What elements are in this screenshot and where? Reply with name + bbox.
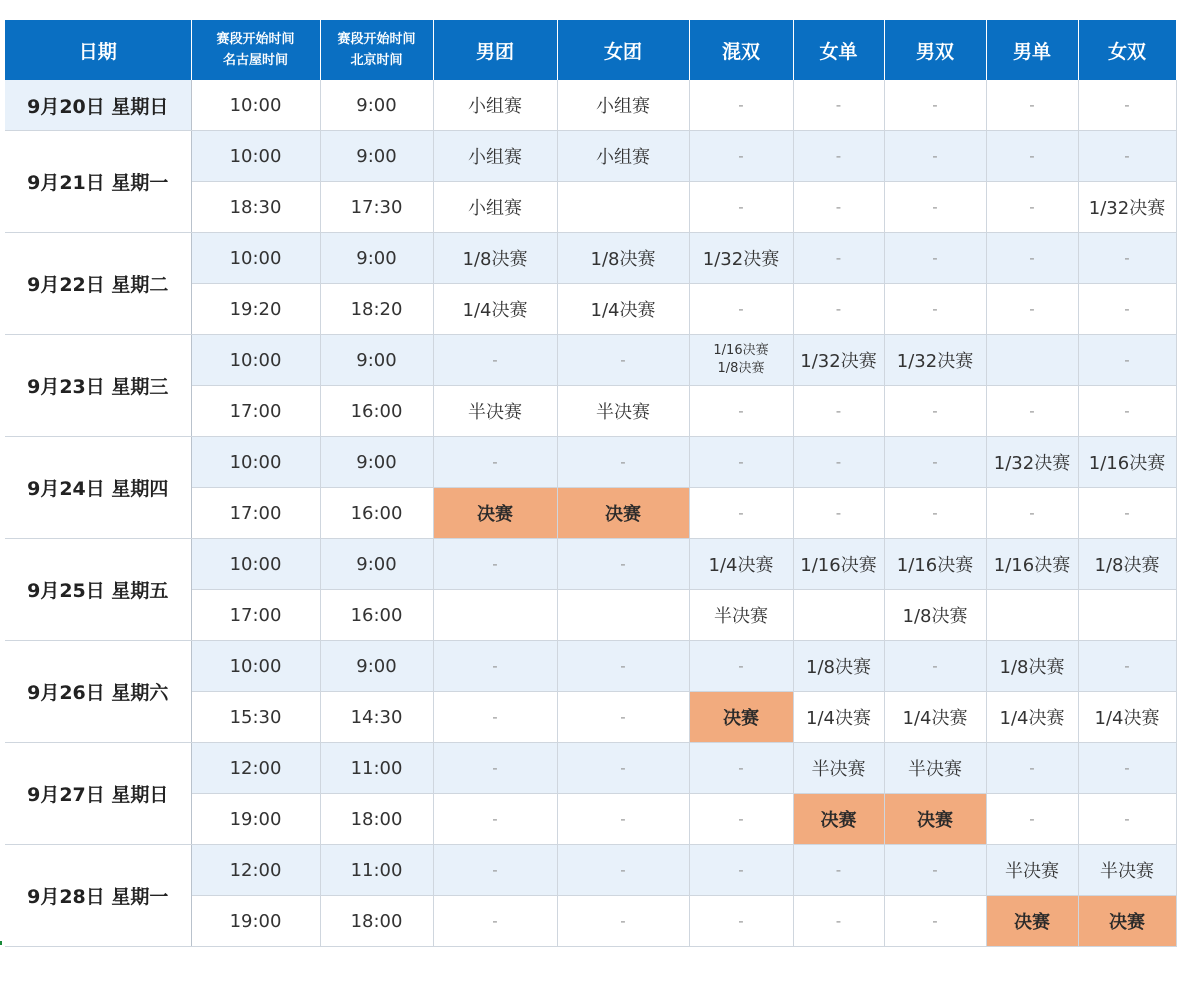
edge-marker [0,941,2,945]
event-cell: 决赛 [793,794,884,845]
event-cell: 1/4决赛 [557,284,689,335]
nagoya-time-cell: 10:00 [191,131,320,182]
beijing-time-cell: 9:00 [320,335,433,386]
event-cell: 小组赛 [433,80,557,131]
event-cell: 半决赛 [689,590,793,641]
date-cell: 9月23日 星期三 [5,335,191,437]
event-cell-line: 1/16决赛 [713,343,769,358]
event-cell: - [884,437,986,488]
event-cell: 1/32决赛 [884,335,986,386]
event-cell: - [1078,335,1176,386]
event-cell: - [689,845,793,896]
event-cell: - [557,896,689,947]
event-cell: - [986,743,1078,794]
event-cell: 1/4决赛 [433,284,557,335]
event-cell [433,590,557,641]
event-cell: - [557,794,689,845]
date-cell: 9月25日 星期五 [5,539,191,641]
beijing-time-cell: 9:00 [320,80,433,131]
table-row [5,80,1176,131]
event-cell: - [793,437,884,488]
event-cell: - [689,80,793,131]
date-cell: 9月22日 星期二 [5,233,191,335]
event-cell: - [793,131,884,182]
event-cell: - [1078,386,1176,437]
event-cell: - [793,386,884,437]
header-event-mens-doubles: 男双 [884,20,986,80]
beijing-time-cell: 9:00 [320,131,433,182]
event-cell: 1/8决赛 [433,233,557,284]
nagoya-time-cell: 10:00 [191,233,320,284]
event-cell: - [433,794,557,845]
event-cell: 半决赛 [1078,845,1176,896]
event-cell: - [1078,80,1176,131]
event-cell: - [557,335,689,386]
event-cell: - [689,182,793,233]
event-cell: 1/8决赛 [793,641,884,692]
event-cell: - [557,845,689,896]
event-cell: - [433,641,557,692]
event-cell: - [986,233,1078,284]
event-cell: - [689,284,793,335]
event-cell: - [689,437,793,488]
event-cell: 半决赛 [793,743,884,794]
event-cell: - [433,896,557,947]
table-header [5,20,1176,80]
table-body [5,80,1176,947]
event-cell: - [793,896,884,947]
event-cell: - [986,182,1078,233]
event-cell: - [986,80,1078,131]
event-cell: 1/4决赛 [986,692,1078,743]
event-cell: 1/16决赛 [884,539,986,590]
date-cell: 9月26日 星期六 [5,641,191,743]
event-cell: - [884,845,986,896]
nagoya-time-cell: 17:00 [191,590,320,641]
event-cell [986,335,1078,386]
schedule-table [5,20,1177,947]
header-event-mixed-doubles: 混双 [689,20,793,80]
beijing-time-cell: 17:30 [320,182,433,233]
beijing-time-cell: 9:00 [320,437,433,488]
header-date: 日期 [5,20,191,80]
event-cell: 决赛 [1078,896,1176,947]
beijing-time-cell: 11:00 [320,845,433,896]
header-nagoya-line2: 名古屋时间 [222,53,288,68]
event-cell: - [884,233,986,284]
event-cell: 1/4决赛 [689,539,793,590]
event-cell: - [557,437,689,488]
event-cell: - [986,131,1078,182]
beijing-time-cell: 16:00 [320,590,433,641]
beijing-time-cell: 16:00 [320,386,433,437]
event-cell: - [986,284,1078,335]
event-cell: 决赛 [884,794,986,845]
table-row [5,845,1176,896]
nagoya-time-cell: 10:00 [191,539,320,590]
header-nagoya-line1: 赛段开始时间 [216,32,295,47]
beijing-time-cell: 16:00 [320,488,433,539]
event-cell: - [557,539,689,590]
date-cell: 9月28日 星期一 [5,845,191,947]
nagoya-time-cell: 10:00 [191,437,320,488]
event-cell: - [433,539,557,590]
event-cell: - [986,386,1078,437]
nagoya-time-cell: 19:00 [191,896,320,947]
event-cell: - [557,692,689,743]
date-cell: 9月20日 星期日 [5,80,191,131]
event-cell: - [986,488,1078,539]
event-cell: - [884,284,986,335]
event-cell: 半决赛 [433,386,557,437]
date-cell: 9月24日 星期四 [5,437,191,539]
event-cell: - [557,641,689,692]
table-row [5,743,1176,794]
beijing-time-cell: 14:30 [320,692,433,743]
event-cell: 1/16决赛 [1078,437,1176,488]
event-cell: - [689,794,793,845]
event-cell: 1/8决赛 [557,233,689,284]
event-cell: - [793,233,884,284]
event-cell: - [986,794,1078,845]
event-cell: - [793,488,884,539]
header-event-womens-singles: 女单 [793,20,884,80]
event-cell: 1/8决赛 [986,641,1078,692]
event-cell: - [689,131,793,182]
event-cell: - [884,131,986,182]
event-cell: - [433,845,557,896]
event-cell: 决赛 [557,488,689,539]
event-cell: 1/4决赛 [884,692,986,743]
event-cell: - [884,80,986,131]
event-cell: 小组赛 [557,80,689,131]
beijing-time-cell: 11:00 [320,743,433,794]
header-event-mens-singles: 男单 [986,20,1078,80]
table-row [5,335,1176,386]
nagoya-time-cell: 10:00 [191,80,320,131]
nagoya-time-cell: 17:00 [191,488,320,539]
event-cell: 半决赛 [557,386,689,437]
event-cell: 决赛 [986,896,1078,947]
beijing-time-cell: 9:00 [320,233,433,284]
nagoya-time-cell: 18:30 [191,182,320,233]
event-cell: - [793,284,884,335]
event-cell: - [1078,284,1176,335]
event-cell: 1/32决赛 [793,335,884,386]
beijing-time-cell: 9:00 [320,641,433,692]
event-cell: - [1078,233,1176,284]
event-cell: 1/16决赛 [793,539,884,590]
event-cell [1078,590,1176,641]
nagoya-time-cell: 10:00 [191,335,320,386]
event-cell-line: 1/8决赛 [717,361,765,376]
beijing-time-cell: 18:00 [320,794,433,845]
date-cell: 9月27日 星期日 [5,743,191,845]
header-beijing-time [320,20,433,80]
event-cell [689,335,793,386]
event-cell: 半决赛 [884,743,986,794]
event-cell: - [689,386,793,437]
table-row [5,641,1176,692]
nagoya-time-cell: 19:20 [191,284,320,335]
event-cell: - [884,896,986,947]
event-cell: 小组赛 [433,182,557,233]
event-cell: - [1078,743,1176,794]
event-cell: - [1078,488,1176,539]
event-cell: 1/32决赛 [689,233,793,284]
beijing-time-cell: 18:00 [320,896,433,947]
event-cell: - [884,182,986,233]
event-cell: - [689,488,793,539]
event-cell: - [793,80,884,131]
header-event-mens-team: 男团 [433,20,557,80]
event-cell: - [433,692,557,743]
event-cell: 半决赛 [986,845,1078,896]
header-event-womens-doubles: 女双 [1078,20,1176,80]
event-cell: 1/4决赛 [793,692,884,743]
event-cell: - [689,641,793,692]
event-cell: 1/32决赛 [1078,182,1176,233]
event-cell: - [557,743,689,794]
event-cell: - [884,488,986,539]
event-cell: 1/8决赛 [1078,539,1176,590]
event-cell: 1/4决赛 [1078,692,1176,743]
event-cell: 小组赛 [557,131,689,182]
nagoya-time-cell: 10:00 [191,641,320,692]
header-event-womens-team: 女团 [557,20,689,80]
event-cell: - [884,641,986,692]
event-cell [986,590,1078,641]
event-cell: 1/16决赛 [986,539,1078,590]
header-row [5,20,1176,80]
event-cell: - [1078,131,1176,182]
nagoya-time-cell: 19:00 [191,794,320,845]
beijing-time-cell: 18:20 [320,284,433,335]
event-cell: - [433,743,557,794]
table-row [5,233,1176,284]
nagoya-time-cell: 12:00 [191,845,320,896]
event-cell: - [1078,794,1176,845]
event-cell: 1/32决赛 [986,437,1078,488]
event-cell: - [793,845,884,896]
event-cell [557,182,689,233]
event-cell: - [884,386,986,437]
event-cell: - [689,743,793,794]
event-cell: 1/8决赛 [884,590,986,641]
event-cell [557,590,689,641]
event-cell: - [433,437,557,488]
nagoya-time-cell: 15:30 [191,692,320,743]
event-cell: - [1078,641,1176,692]
event-cell: - [689,896,793,947]
nagoya-time-cell: 17:00 [191,386,320,437]
event-cell: 决赛 [689,692,793,743]
event-cell: 小组赛 [433,131,557,182]
nagoya-time-cell: 12:00 [191,743,320,794]
header-nagoya-time [191,20,320,80]
event-cell [793,590,884,641]
date-cell: 9月21日 星期一 [5,131,191,233]
table-row [5,539,1176,590]
event-cell: 决赛 [433,488,557,539]
table-row [5,131,1176,182]
table-row [5,437,1176,488]
beijing-time-cell: 9:00 [320,539,433,590]
event-cell: - [793,182,884,233]
schedule-table-wrapper [5,20,1177,947]
header-beijing-line2: 北京时间 [350,53,403,68]
event-cell: - [433,335,557,386]
header-beijing-line1: 赛段开始时间 [337,32,416,47]
